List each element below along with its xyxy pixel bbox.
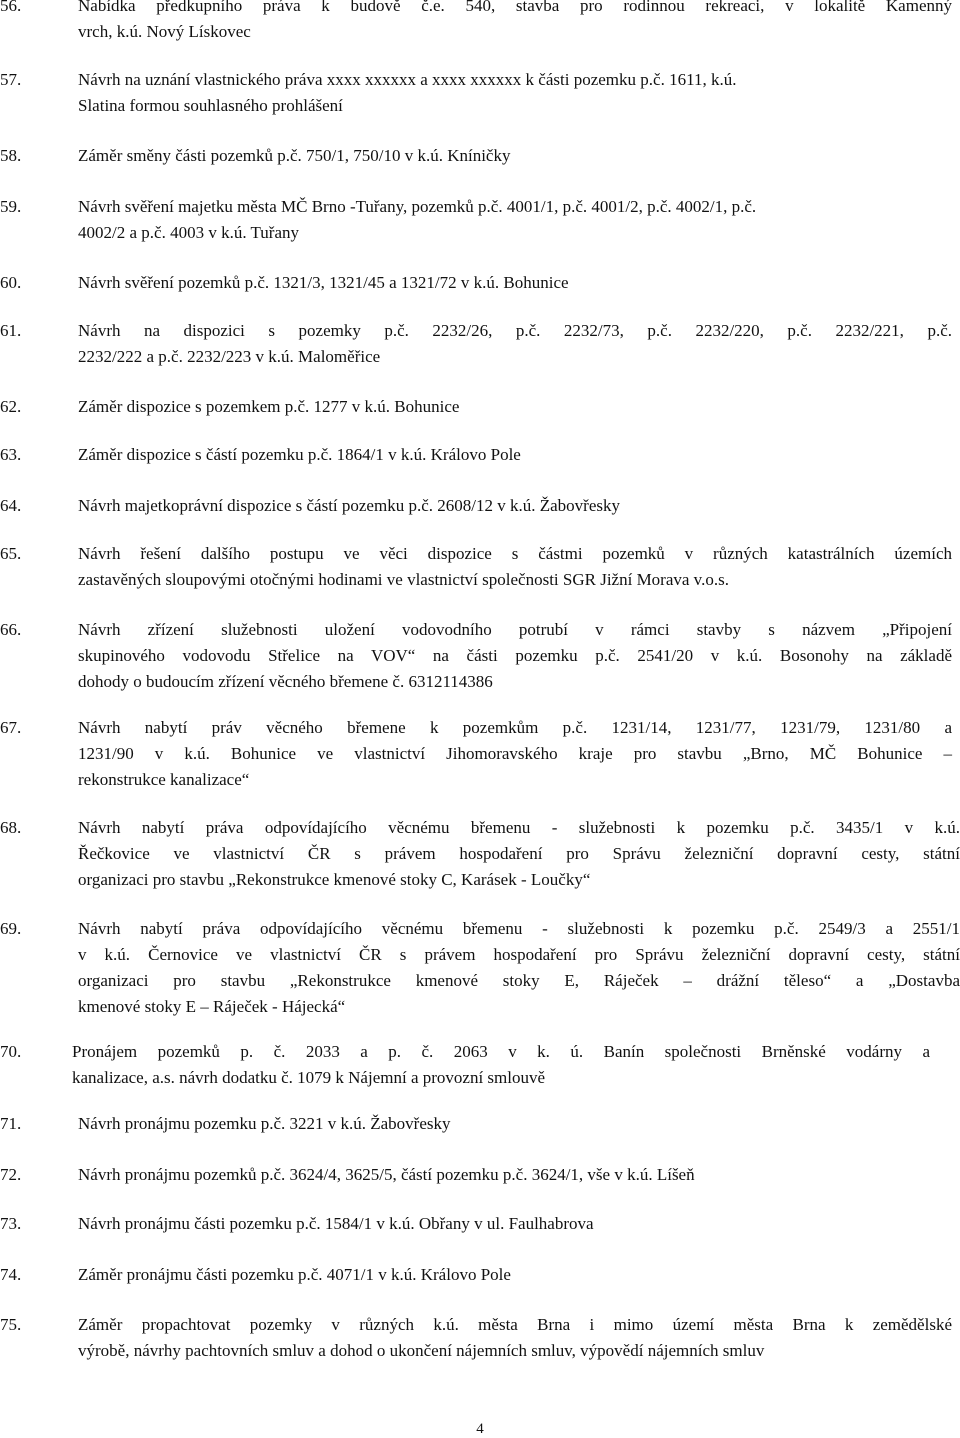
- item-text: [78, 143, 952, 169]
- item-number: 59.: [0, 197, 22, 216]
- item-text: [78, 1211, 952, 1237]
- item-text: [78, 1111, 952, 1137]
- item-number: 67.: [0, 718, 22, 737]
- item-line: Návrh na dispozici s pozemky p.č. 2232/26, p.č. 2232/73, p.č. 2232/220, p.č. 2232/221, p.č.: [78, 321, 952, 340]
- item-number: 66.: [0, 620, 22, 639]
- item-text: [78, 715, 952, 793]
- item-line: Návrh pronájmu pozemku p.č. 3221 v k.ú. Žabovřesky: [78, 1114, 451, 1133]
- item-text: [78, 1262, 952, 1288]
- item-line: vrch, k.ú. Nový Lískovec: [78, 22, 251, 41]
- item-line: skupinového vodovodu Střelice na VOV“ na části pozemku p.č. 2541/20 v k.ú. Bosonohy na základě: [78, 646, 952, 665]
- item-text: [78, 0, 952, 45]
- item-line: Záměr propachtovat pozemky v různých k.ú. města Brna i mimo území města Brna k zemědělské: [78, 1315, 952, 1334]
- item-line: 2232/222 a p.č. 2232/223 v k.ú. Maloměřice: [78, 347, 381, 366]
- item-line: dohody o budoucím zřízení věcného břemene č. 6312114386: [78, 672, 493, 691]
- item-line: organizaci pro stavbu „Rekonstrukce kmenové stoky E, Ráječek – drážní těleso“ a „Dostavba: [78, 971, 960, 990]
- item-text: [78, 541, 952, 593]
- item-number: 56.: [0, 0, 22, 15]
- item-line: organizaci pro stavbu „Rekonstrukce kmenové stoky C, Karásek - Loučky“: [78, 870, 591, 889]
- item-line: Návrh majetkoprávní dispozice s částí pozemku p.č. 2608/12 v k.ú. Žabovřesky: [78, 496, 620, 515]
- item-line: Návrh nabytí práv věcného břemene k pozemkům p.č. 1231/14, 1231/77, 1231/79, 1231/80 a: [78, 718, 952, 737]
- item-number: 64.: [0, 496, 22, 515]
- item-text: [78, 270, 952, 296]
- item-line: Řečkovice ve vlastnictví ČR s právem hospodaření pro Správu železniční dopravní cesty, státní: [78, 844, 960, 863]
- item-number: 75.: [0, 1315, 22, 1334]
- item-text: [72, 1039, 930, 1091]
- item-number: 58.: [0, 146, 22, 165]
- item-line: Záměr pronájmu části pozemku p.č. 4071/1 v k.ú. Královo Pole: [78, 1265, 511, 1284]
- item-line: 4002/2 a p.č. 4003 v k.ú. Tuřany: [78, 223, 299, 242]
- item-line: výrobě, návrhy pachtovních smluv a dohod o ukončení nájemních smluv, výpovědí nájemních smluv: [78, 1341, 765, 1360]
- item-line: Návrh nabytí práva odpovídajícího věcnému břemenu - služebnosti k pozemku p.č. 2549/3 a 2551/1: [78, 919, 960, 938]
- item-number: 73.: [0, 1214, 22, 1233]
- item-number: 74.: [0, 1265, 22, 1284]
- item-text: [78, 815, 960, 893]
- item-line: rekonstrukce kanalizace“: [78, 770, 250, 789]
- item-number: 68.: [0, 818, 22, 837]
- item-number: 61.: [0, 321, 22, 340]
- item-number: 69.: [0, 919, 22, 938]
- item-line: Návrh na uznání vlastnického práva xxxx xxxxxx a xxxx xxxxxx k části pozemku p.č. 1611, k.ú.: [78, 70, 737, 89]
- item-line: Záměr dispozice s částí pozemku p.č. 1864/1 v k.ú. Královo Pole: [78, 445, 521, 464]
- item-text: [78, 916, 960, 1020]
- item-line: Návrh nabytí práva odpovídajícího věcnému břemenu - služebnosti k pozemku p.č. 3435/1 v k.ú.: [78, 818, 960, 837]
- item-number: 70.: [0, 1042, 22, 1061]
- item-number: 62.: [0, 397, 22, 416]
- item-number: 65.: [0, 544, 22, 563]
- item-line: Pronájem pozemků p. č. 2033 a p. č. 2063 v k. ú. Banín společnosti Brněnské vodárny a: [72, 1042, 930, 1061]
- item-text: [78, 394, 952, 420]
- item-text: [78, 1162, 952, 1188]
- item-text: [78, 442, 952, 468]
- item-line: Záměr směny části pozemků p.č. 750/1, 750/10 v k.ú. Kníničky: [78, 146, 511, 165]
- item-line: Slatina formou souhlasného prohlášení: [78, 96, 343, 115]
- item-line: zastavěných sloupovými otočnými hodinami ve vlastnictví společnosti SGR Jižní Morava v.o.s.: [78, 570, 729, 589]
- item-line: Návrh pronájmu části pozemku p.č. 1584/1 v k.ú. Obřany v ul. Faulhabrova: [78, 1214, 594, 1233]
- item-line: kmenové stoky E – Ráječek - Hájecká“: [78, 997, 346, 1016]
- page-number: 4: [476, 1421, 484, 1437]
- item-line: Návrh zřízení služebnosti uložení vodovodního potrubí v rámci stavby s názvem „Připojení: [78, 620, 952, 639]
- item-line: 1231/90 v k.ú. Bohunice ve vlastnictví Jihomoravského kraje pro stavbu „Brno, MČ Bohunice –: [78, 744, 952, 763]
- item-line: Návrh svěření majetku města MČ Brno -Tuřany, pozemků p.č. 4001/1, p.č. 4001/2, p.č. 4002/1, p.č.: [78, 197, 757, 216]
- item-number: 72.: [0, 1165, 22, 1184]
- item-line: Nabídka předkupního práva k budově č.e. 540, stavba pro rodinnou rekreaci, v lokalitě Kamenný: [78, 0, 952, 15]
- item-line: v k.ú. Černovice ve vlastnictví ČR s právem hospodaření pro Správu železniční dopravní cesty, státní: [78, 945, 960, 964]
- item-number: 60.: [0, 273, 22, 292]
- item-text: [78, 67, 952, 119]
- item-text: [78, 194, 952, 246]
- item-text: [78, 493, 952, 519]
- item-number: 63.: [0, 445, 22, 464]
- item-number: 57.: [0, 70, 22, 89]
- item-text: [78, 617, 952, 695]
- item-text: [78, 1312, 952, 1364]
- item-line: kanalizace, a.s. návrh dodatku č. 1079 k Nájemní a provozní smlouvě: [72, 1068, 546, 1087]
- item-line: Návrh řešení dalšího postupu ve věci dispozice s částmi pozemků v různých katastrálních územích: [78, 544, 952, 563]
- item-line: Návrh pronájmu pozemků p.č. 3624/4, 3625/5, částí pozemku p.č. 3624/1, vše v k.ú. Líšeň: [78, 1165, 695, 1184]
- item-line: Návrh svěření pozemků p.č. 1321/3, 1321/45 a 1321/72 v k.ú. Bohunice: [78, 273, 569, 292]
- item-text: [78, 318, 952, 370]
- item-line: Záměr dispozice s pozemkem p.č. 1277 v k.ú. Bohunice: [78, 397, 460, 416]
- item-number: 71.: [0, 1114, 22, 1133]
